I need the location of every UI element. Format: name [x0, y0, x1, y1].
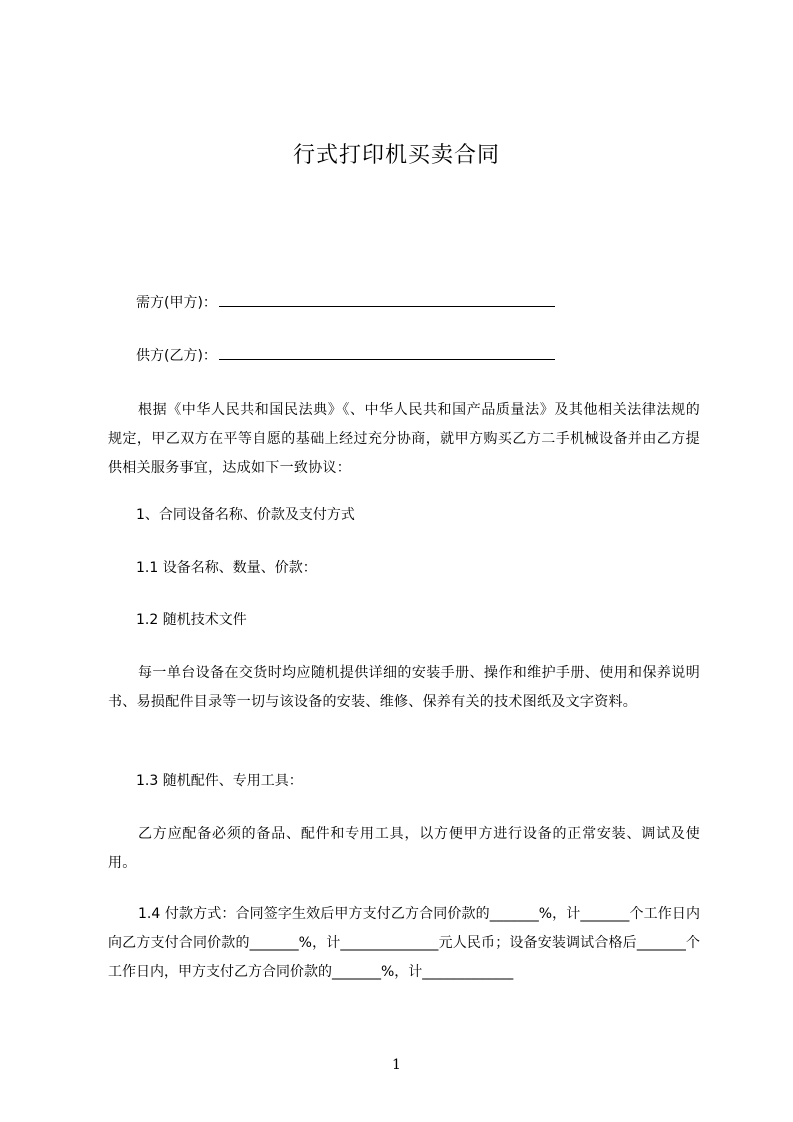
buyer-blank: [219, 292, 555, 307]
section-1-1-heading: 1.1 设备名称、数量、价款：: [136, 560, 317, 576]
buyer-label: 需方(甲方)：: [136, 295, 217, 311]
section-1-heading: 1、合同设备名称、价款及支付方式: [136, 507, 355, 523]
section-1-2-heading: 1.2 随机技术文件: [136, 612, 247, 628]
seller-line: [136, 345, 555, 366]
seller-blank: [219, 345, 555, 360]
section-1-4-paragraph: 1.4 付款方式：合同签字生效后甲方支付乙方合同价款的_______%，计_______个工作日内向乙方支付合同价款的_______%，计______________元人民币；设备安装调试合格后_______个工作日内，甲方支付乙方合同价款的_______%，计_____________: [108, 906, 700, 980]
seller-label: 供方(乙方)：: [136, 348, 217, 364]
section-1-2-paragraph: 每一单台设备在交货时均应随机提供详细的安装手册、操作和维护手册、使用和保养说明书、易损配件目录等一切与该设备的安装、维修、保养有关的技术图纸及文字资料。: [108, 665, 700, 710]
buyer-line: [136, 292, 555, 313]
intro-paragraph: 根据《中华人民共和国民法典》《、中华人民共和国产品质量法》及其他相关法律法规的规定，甲乙双方在平等自愿的基础上经过充分协商，就甲方购买乙方二手机械设备并由乙方提供相关服务事宜，达成如下一致协议：: [108, 402, 700, 476]
section-1-3-paragraph: 乙方应配备必须的备品、配件和专用工具，以方便甲方进行设备的正常安装、调试及使用。: [108, 826, 700, 871]
section-1-3-heading: 1.3 随机配件、专用工具：: [136, 773, 303, 789]
document-title: 行式打印机买卖合同: [292, 143, 500, 168]
page-number: 1: [392, 1057, 401, 1073]
